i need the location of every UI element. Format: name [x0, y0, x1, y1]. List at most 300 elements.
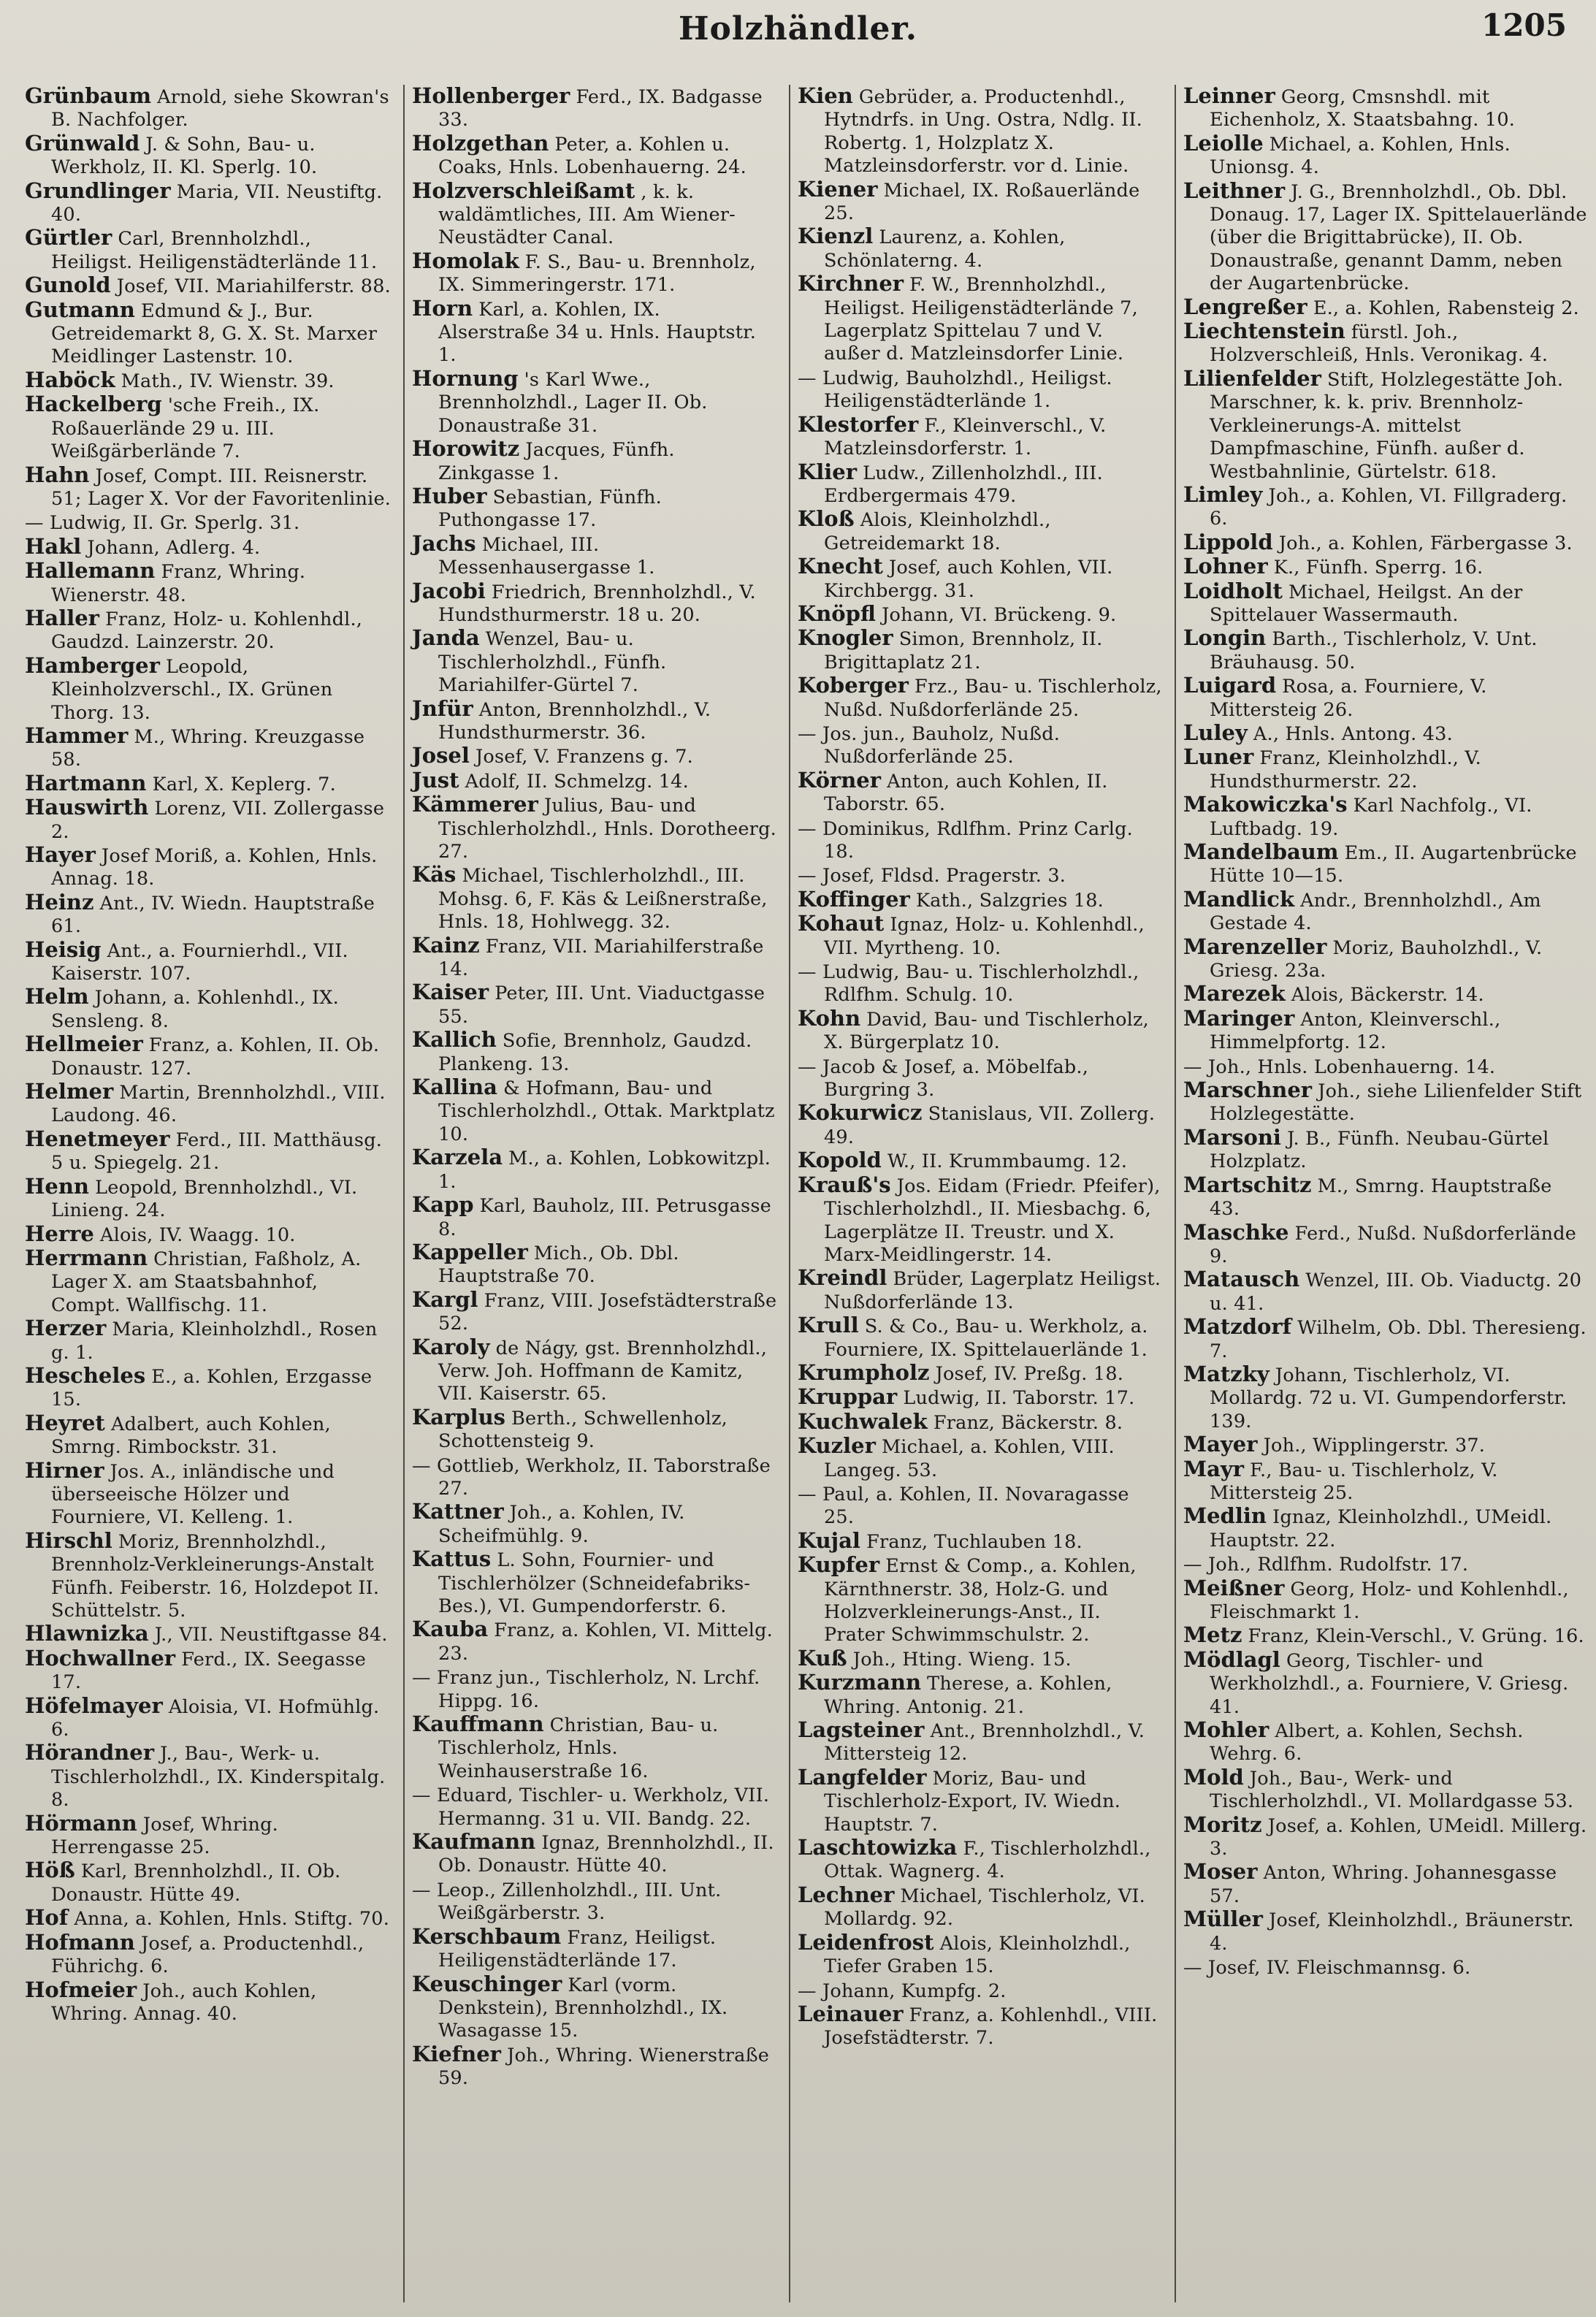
entry-text: Aloisia, VI. Hofmühlg. 6. [51, 1695, 380, 1741]
entry-text: Alois, IV. Waagg. 10. [99, 1224, 296, 1246]
entry-text: Moriz, Bauholzhdl., V. Griesg. 23a. [1210, 936, 1543, 982]
entry-text: Josef, Kleinholzhdl., Bräunerstr. 4. [1210, 1909, 1574, 1955]
directory-entry [1183, 1719, 1587, 1766]
entry-name: Meißner [1183, 1575, 1285, 1600]
entry-text: Alois, Kleinholzhdl., Tiefer Graben 15. [824, 1932, 1131, 1978]
entry-text: Michael, Tischlerholzhdl., III. Mohsg. 6, F. Käs & Leißnerstraße, Hnls. 18, Hohlwegg. 32. [438, 865, 768, 934]
directory-entry [798, 2003, 1163, 2050]
directory-entry [25, 891, 392, 939]
directory-entry [25, 1412, 392, 1459]
page-header [29, 0, 1567, 60]
entry-text: Wenzel, III. Ob. Viaductg. 20 u. 41. [1210, 1270, 1582, 1315]
entry-text: Barth., Tischlerholz, V. Unt. Bräuhausg. 50. [1210, 628, 1538, 673]
entry-name: Haböck [25, 367, 115, 392]
directory-entry [412, 769, 777, 793]
entry-text: J., Bau-, Werk- u. Tischlerholzhdl., IX. Kinderspitalg. 8. [51, 1743, 386, 1812]
entry-name: Körner [798, 767, 882, 793]
entry-text: Mich., Ob. Dbl. Hauptstraße 70. [438, 1242, 679, 1288]
entry-name: Hochwallner [25, 1645, 176, 1671]
entry-text: Ant., Brennholzhdl., V. Mittersteig 12. [824, 1720, 1145, 1766]
entry-text: Christian, Faßholz, A. Lager X. am Staatsbahnhof, Compt. Wallfischg. 11. [51, 1248, 362, 1316]
directory-entry [1183, 674, 1587, 722]
directory-entry [1183, 627, 1587, 674]
entry-name: Huber [412, 483, 487, 508]
entry-name: Maringer [1183, 1005, 1295, 1031]
directory-entry [798, 769, 1163, 817]
directory-entry [1183, 888, 1587, 936]
entry-name: Koffinger [798, 886, 910, 912]
entry-text: Moriz, Brennholzhdl., Brennholz-Verkleinerungs-Anstalt Fünfh. Feiberstr. 16, Holzdepot II. Schüttelstr. 5. [51, 1530, 380, 1622]
entry-text: Joh., auch Kohlen, Whring. Annag. 40. [51, 1980, 317, 2025]
entry-name: Kargl [412, 1286, 478, 1312]
directory-entry [412, 1028, 777, 1076]
directory-entry [798, 722, 1163, 769]
entry-name: Knöpfl [798, 600, 876, 626]
directory-entry [25, 1223, 392, 1247]
entry-name: Karoly [412, 1334, 490, 1359]
entry-text: — Ludwig, II. Gr. Sperlg. 31. [25, 512, 300, 535]
entry-text: David, Bau- und Tischlerholz, X. Bürgerplatz 10. [824, 1008, 1149, 1054]
entry-text: Johann, a. Kohlenhdl., IX. Sensleng. 8. [51, 987, 339, 1032]
entry-name: Kauffmann [412, 1711, 544, 1737]
directory-entry [25, 936, 392, 986]
entry-text: Ludw., Zillenholzhdl., III. Erdbergermais 479. [824, 462, 1103, 507]
entry-text: Karl, X. Keplerg. 7. [152, 773, 336, 795]
entry-name: Kappeller [412, 1239, 528, 1264]
directory-entry [412, 934, 777, 982]
directory-entry [412, 695, 777, 745]
entry-text: — Joh., Hnls. Lobenhauerng. 14. [1183, 1056, 1496, 1078]
entry-text: Leopold, Brennholzhdl., VI. Linieng. 24. [51, 1176, 358, 1222]
entry-text: Georg, Holz- und Kohlenhdl., Fleischmarkt 1. [1210, 1578, 1569, 1623]
entry-name: Horn [412, 295, 473, 321]
entry-name: Karzela [412, 1145, 503, 1170]
entry-name: Kattner [412, 1499, 504, 1524]
entry-text: — Ludwig, Bau- u. Tischlerholzhdl., Rdlfhm. Schulg. 10. [798, 961, 1139, 1007]
entry-text: & Hofmann, Bau- und Tischlerholzhdl., Ottak. Marktplatz 10. [438, 1077, 775, 1145]
entry-name: Mold [1183, 1764, 1244, 1790]
directory-entry [1183, 531, 1587, 555]
directory-entry [412, 485, 777, 533]
entry-name: Luigard [1183, 673, 1277, 698]
entry-text: 'sche Freih., IX. Roßauerlände 29 u. III. Weißgärberlände 7. [51, 394, 320, 463]
entry-name: Hescheles [25, 1362, 146, 1388]
directory-entry [25, 369, 392, 393]
directory-entry [798, 461, 1163, 508]
directory-entry [412, 530, 777, 580]
directory-entry [798, 366, 1163, 413]
entry-name: Herre [25, 1221, 94, 1246]
entry-text: Joh., a. Kohlen, VI. Fillgraderg. 6. [1210, 484, 1568, 530]
directory-entry [798, 817, 1163, 864]
entry-name: Luley [1183, 719, 1248, 745]
entry-text: A., Hnls. Antong. 43. [1253, 722, 1453, 745]
entry-text: Alois, Bäckerstr. 14. [1291, 984, 1484, 1007]
entry-text: , k. k. waldämtliches, III. Am Wiener-Neustädter Canal. [438, 180, 736, 249]
entry-text: F., Bau- u. Tischlerholz, V. Mittersteig 25. [1210, 1459, 1498, 1504]
entry-text: Ferd., Nußd. Nußdorferlände 9. [1210, 1222, 1577, 1267]
directory-entry [25, 772, 392, 796]
entry-text: S. & Co., Bau- u. Werkholz, a. Fourniere, IX. Spittelauerlände 1. [824, 1316, 1148, 1361]
entry-name: Herzer [25, 1316, 107, 1341]
column-4 [1175, 85, 1587, 2302]
entry-name: Kohn [798, 1005, 861, 1031]
entry-text: Lorenz, VII. Zollergasse 2. [51, 798, 385, 843]
entry-name: Henetmeyer [25, 1126, 170, 1151]
entry-name: Jachs [412, 530, 476, 556]
entry-name: Leinner [1183, 85, 1275, 108]
entry-name: Mandlick [1183, 886, 1295, 912]
entry-text: Stanislaus, VII. Zollerg. 49. [824, 1103, 1156, 1148]
entry-text: Josef, a. Productenhdl., Führichg. 6. [51, 1932, 364, 1978]
entry-name: Kopold [798, 1148, 882, 1173]
directory-entry [412, 1618, 777, 1665]
entry-text: Joh., siehe Lilienfelder Stift Holzlegestätte. [1210, 1080, 1582, 1126]
entry-text: Joh., Whring. Wienerstraße 59. [438, 2044, 770, 2090]
directory-entry [25, 1175, 392, 1223]
entry-text: Laurenz, a. Kohlen, Schönlaterng. 4. [824, 226, 1066, 272]
entry-name: Kauba [412, 1616, 489, 1642]
directory-entry [798, 863, 1163, 888]
directory-entry [412, 1076, 777, 1146]
entry-text: Michael, IX. Roßauerlände 25. [824, 179, 1140, 225]
directory-entry [1183, 320, 1587, 367]
directory-entry [798, 1719, 1163, 1766]
directory-entry [1183, 481, 1587, 531]
entry-text: — Jos. jun., Bauholz, Nußd. Nußdorferlände 25. [798, 722, 1061, 768]
entry-name: Heyret [25, 1410, 105, 1435]
entry-text: Johann, Adlerg. 4. [87, 536, 261, 559]
entry-text: Michael, III. Messenhausergasse 1. [438, 533, 655, 579]
directory-entry [25, 985, 392, 1033]
entry-text: Em., II. Augartenbrücke Hütte 10—15. [1210, 842, 1577, 888]
entry-name: Makowiczka's [1183, 792, 1348, 817]
entry-name: Kirchner [798, 271, 904, 297]
entry-name: Kokurwicz [798, 1100, 923, 1126]
directory-entry [412, 627, 777, 697]
entry-text: Joh., a. Kohlen, IV. Scheifmühlg. 9. [438, 1502, 685, 1547]
directory-entry [412, 297, 777, 367]
entry-name: Kiener [798, 176, 878, 202]
directory-entry [798, 1647, 1163, 1671]
entry-name: Mandelbaum [1183, 839, 1339, 864]
entry-name: Kuchwalek [798, 1408, 928, 1434]
entry-name: Hlawnizka [25, 1621, 149, 1646]
directory-entry [25, 393, 392, 463]
directory-entry [1183, 1624, 1587, 1648]
entry-text: Gebrüder, a. Productenhdl., Hytndrfs. in Ung. Ostra, Ndlg. II. Robertg. 1, Holzplatz X. Matzleinsdorferstr. vor d. Linie. [824, 86, 1142, 178]
entry-text: Peter, III. Unt. Viaductgasse 55. [438, 982, 765, 1028]
entry-name: Lohner [1183, 554, 1268, 579]
directory-entry [25, 1906, 392, 1931]
column-3 [789, 85, 1163, 2302]
entry-name: Kainz [412, 932, 480, 958]
entry-text: Franz, Heiligst. Heiligenstädterlände 17. [438, 1926, 717, 1972]
entry-name: Longin [1183, 625, 1267, 651]
directory-entry [798, 1408, 1163, 1435]
entry-name: Leithner [1183, 178, 1286, 203]
entry-name: Loidholt [1183, 578, 1283, 603]
entry-text: Frz., Bau- u. Tischlerholz, Nußd. Nußdorferlände 25. [824, 676, 1162, 721]
directory-entry [25, 1622, 392, 1646]
directory-entry [25, 1692, 392, 1742]
entry-name: Josel [412, 743, 470, 768]
entry-name: Mayer [1183, 1432, 1258, 1457]
entry-name: Hakl [25, 533, 82, 559]
entry-name: Kämmerer [412, 792, 538, 817]
directory-entry [798, 1359, 1163, 1386]
entry-text: Ferd., III. Matthäusg. 5 u. Spiegelg. 21. [51, 1129, 383, 1175]
entry-name: Kloß [798, 506, 855, 532]
entry-name: Heisig [25, 936, 102, 962]
entry-name: Müller [1183, 1906, 1263, 1932]
entry-text: Josef, V. Franzens g. 7. [475, 746, 693, 768]
entry-name: Kien [798, 85, 853, 108]
directory-entry [798, 888, 1163, 912]
entry-name: Höß [25, 1858, 75, 1883]
entry-text: Karl, Brennholzhdl., II. Ob. Donaustr. Hütte 49. [51, 1860, 341, 1906]
directory-entry [412, 981, 777, 1028]
directory-entry [412, 1406, 777, 1454]
entry-name: Kreindl [798, 1265, 887, 1291]
entry-name: Kuzler [798, 1433, 876, 1459]
directory-entry [412, 2043, 777, 2091]
entry-name: Lechner [798, 1882, 895, 1907]
entry-name: Klestorfer [798, 411, 919, 437]
directory-entry [798, 225, 1163, 272]
directory-entry [412, 1146, 777, 1194]
entry-text: Ludwig, II. Taborstr. 17. [903, 1387, 1135, 1410]
directory-entry [412, 1783, 777, 1831]
entry-text: W., II. Krummbaumg. 12. [887, 1150, 1128, 1173]
entry-name: Hofmeier [25, 1977, 137, 2002]
entry-text: Franz, VIII. Josefstädterstraße 52. [438, 1289, 777, 1335]
directory-entry [1183, 580, 1587, 627]
entry-text: Kath., Salzgries 18. [915, 889, 1104, 912]
entry-name: Heinz [25, 889, 94, 915]
entry-text: Albert, a. Kohlen, Sechsh. Wehrg. 6. [1210, 1720, 1524, 1766]
entry-name: Grünbaum [25, 85, 152, 108]
directory-entry [412, 85, 777, 132]
directory-entry [798, 508, 1163, 555]
entry-text: — Gottlieb, Werkholz, II. Taborstraße 27. [412, 1454, 771, 1500]
directory-entry [412, 793, 777, 863]
entry-text: Therese, a. Kohlen, Whring. Antonig. 21. [824, 1673, 1112, 1718]
entry-name: Matzky [1183, 1361, 1269, 1386]
entry-name: Hörandner [25, 1740, 154, 1766]
entry-text: — Eduard, Tischler- u. Werkholz, VII. Hermanng. 31 u. VII. Bandg. 22. [412, 1784, 770, 1830]
entry-text: — Dominikus, Rdlfhm. Prinz Carlg. 18. [798, 817, 1133, 863]
directory-entry [1183, 793, 1587, 841]
entry-name: Koberger [798, 673, 909, 698]
entry-name: Janda [412, 625, 480, 651]
directory-entry [412, 367, 777, 438]
directory-entry [1183, 1363, 1587, 1433]
directory-entry [25, 607, 392, 654]
entry-text: Friedrich, Brennholzhdl., V. Hundsthurmerstr. 18 u. 20. [438, 581, 756, 626]
directory-entry [25, 535, 392, 560]
entry-text: Martin, Brennholzhdl., VIII. Laudong. 46. [51, 1082, 386, 1127]
entry-text: Arnold, siehe Skowran's B. Nachfolger. [51, 86, 389, 131]
entry-name: Hirschl [25, 1527, 112, 1553]
directory-entry [798, 1482, 1163, 1530]
entry-name: Marschner [1183, 1077, 1313, 1103]
entry-name: Medlin [1183, 1503, 1267, 1529]
entry-text: — Joh., Rdlfhm. Rudolfstr. 17. [1183, 1554, 1469, 1576]
directory-entry [1183, 1007, 1587, 1055]
entry-text: Josef Moriß, a. Kohlen, Hnls. Annag. 18. [51, 845, 378, 890]
directory-entry [25, 180, 392, 227]
directory-entry [412, 1548, 777, 1618]
entry-text: Simon, Brennholz, II. Brigittaplatz 21. [824, 628, 1103, 673]
directory-entry [1183, 1174, 1587, 1221]
directory-entry [25, 844, 392, 891]
entry-text: Maria, VII. Neustiftg. 40. [51, 180, 383, 226]
directory-entry [1183, 1766, 1587, 1814]
directory-entry [412, 438, 777, 485]
entry-text: J. G., Brennholzhdl., Ob. Dbl. Donaug. 17, Lager IX. Spittelauerlände (über die Brigittabrücke), II. Ob. Donaustraße, genannt Damm, neben der Augartenbrücke. [1210, 180, 1587, 295]
directory-entry [1183, 719, 1587, 746]
directory-entry [1183, 1126, 1587, 1174]
entry-name: Klier [798, 459, 857, 484]
entry-name: Leiolle [1183, 130, 1264, 156]
entry-text: 's Karl Wwe., Brennholzhdl., Lager II. Ob. Donaustraße 31. [438, 368, 708, 437]
directory-entry [1183, 1577, 1587, 1625]
directory-entry [798, 1007, 1163, 1055]
entry-name: Kattus [412, 1546, 492, 1572]
entry-name: Martschitz [1183, 1172, 1312, 1197]
directory-entry [798, 1435, 1163, 1482]
entry-name: Hamberger [25, 652, 160, 678]
entry-name: Knecht [798, 554, 883, 579]
directory-entry [1183, 1055, 1587, 1079]
directory-entry [412, 1241, 777, 1289]
entry-text: Ernst & Comp., a. Kohlen, Kärnthnerstr. 38, Holz-G. und Holzverkleinerungs-Anst., II. Prater Schwimmschulstr. 2. [824, 1555, 1137, 1646]
entry-text: Sebastian, Fünfh. Puthongasse 17. [438, 486, 662, 532]
directory-entry [1183, 1221, 1587, 1269]
entry-text: E., a. Kohlen, Erzgasse 15. [51, 1365, 373, 1411]
entry-text: Berth., Schwellenholz, Schottensteig 9. [438, 1407, 728, 1453]
entry-name: Kapp [412, 1192, 474, 1218]
entry-text: Josef, Whring. Herrengasse 25. [51, 1813, 278, 1859]
entry-name: Leinauer [798, 2001, 904, 2026]
entry-text: Moriz, Bau- und Tischlerholz-Export, IV. Wiedn. Hauptstr. 7. [824, 1767, 1120, 1836]
directory-entry [798, 1386, 1163, 1410]
entry-name: Höfelmayer [25, 1692, 163, 1718]
entry-text: Karl (vorm. Denkstein), Brennholzhdl., IX. Wasagasse 15. [438, 1974, 728, 2042]
directory-entry [1183, 1552, 1587, 1576]
directory-entry [798, 1884, 1163, 1931]
entry-name: Henn [25, 1173, 90, 1199]
directory-entry [412, 1973, 777, 2043]
directory-entry [412, 132, 777, 180]
directory-entry [412, 1831, 777, 1878]
entry-text: J. B., Fünfh. Neubau-Gürtel Holzplatz. [1210, 1127, 1549, 1173]
directory-entry [25, 1859, 392, 1906]
directory-entry [412, 1665, 777, 1713]
entry-text: — Johann, Kumpfg. 2. [798, 1980, 1007, 2002]
entry-text: de Nágy, gst. Brennholzhdl., Verw. Joh. Hoffmann de Kamitz, VII. Kaiserstr. 65. [438, 1337, 767, 1405]
entry-name: Karplus [412, 1404, 505, 1429]
directory-entry [798, 1979, 1163, 2003]
directory-entry [1183, 1433, 1587, 1457]
entry-name: Helm [25, 984, 89, 1009]
directory-entry [25, 1527, 392, 1623]
entry-text: Georg, Tischler- und Werkholzhdl., a. Fourniere, V. Griesg. 41. [1210, 1649, 1569, 1718]
entry-text: Franz, Bäckerstr. 8. [933, 1411, 1123, 1434]
directory-entry [25, 1033, 392, 1080]
entry-name: Mödlagl [1183, 1646, 1280, 1672]
directory-entry [798, 178, 1163, 226]
entry-text: Michael, Heilgst. An der Spittelauer Wassermauth. [1210, 581, 1523, 626]
entry-name: Jnfür [412, 695, 473, 721]
entry-name: Krumpholz [798, 1359, 930, 1385]
entry-text: J. & Sohn, Bau- u. Werkholz, II. Kl. Sperlg. 10. [51, 133, 318, 179]
entry-name: Jacobi [412, 578, 486, 603]
entry-name: Luner [1183, 744, 1254, 770]
entry-name: Kienzl [798, 224, 874, 249]
entry-text: Leopold, Kleinholzverschl., IX. Grünen Thorg. 13. [51, 655, 333, 724]
entry-text: — Ludwig, Bauholzhdl., Heiligst. Heiligenstädterlände 1. [798, 367, 1112, 413]
entry-name: Kallina [412, 1074, 497, 1100]
entry-text: Joh., a. Kohlen, Färbergasse 3. [1278, 532, 1573, 554]
entry-text: Anton, auch Kohlen, II. Taborstr. 65. [824, 770, 1108, 816]
directory-entry [798, 1554, 1163, 1647]
entry-text: Josef, Compt. III. Reisnerstr. 51; Lager X. Vor der Favoritenlinie. [51, 465, 392, 510]
entry-name: Lengreßer [1183, 294, 1307, 319]
entry-text: Ferd., IX. Badgasse 33. [438, 86, 763, 131]
entry-text: K., Fünfh. Sperrg. 16. [1273, 557, 1484, 579]
entry-text: Michael, a. Kohlen, Hnls. Unionsg. 4. [1210, 133, 1511, 179]
entry-name: Gürtler [25, 225, 112, 251]
directory-entry [25, 560, 392, 607]
directory-entry [1183, 296, 1587, 320]
directory-entry [1183, 841, 1587, 888]
entry-name: Hollenberger [412, 85, 570, 108]
entry-text: E., a. Kohlen, Rabensteig 2. [1313, 297, 1579, 319]
entry-name: Homolak [412, 248, 519, 273]
entry-text: Alois, Kleinholzhdl., Getreidemarkt 18. [824, 509, 1051, 554]
entry-name: Marezek [1183, 981, 1286, 1007]
entry-text: Franz, Holz- u. Kohlenhdl., Gaudzd. Lainzerstr. 20. [51, 608, 363, 654]
directory-entry [1183, 1908, 1587, 1955]
entry-text: — Josef, Fldsd. Pragerstr. 3. [798, 865, 1066, 888]
entry-text: Joh., Wipplingerstr. 37. [1263, 1435, 1486, 1457]
entry-name: Lagsteiner [798, 1717, 925, 1743]
directory-entry [25, 464, 392, 511]
entry-name: Lippold [1183, 529, 1273, 554]
entry-text: Ignaz, Brennholzhdl., II. Ob. Donaustr. Hütte 40. [438, 1832, 774, 1877]
directory-entry [412, 250, 777, 297]
entry-text: Brüder, Lagerplatz Heiligst. Nußdorferlände 13. [824, 1268, 1161, 1313]
entry-name: Käs [412, 862, 457, 888]
directory-entry [798, 555, 1163, 603]
entry-text: Josef, auch Kohlen, VII. Kirchbergg. 31. [824, 557, 1113, 602]
directory-entry [412, 1194, 777, 1241]
entry-text: Maria, Kleinholzhdl., Rosen g. 1. [51, 1318, 378, 1364]
entry-name: Kaufmann [412, 1829, 536, 1855]
entry-text: Anton, Whring. Johannesgasse 57. [1210, 1862, 1557, 1907]
directory-entry [1183, 746, 1587, 793]
entry-text: — Jacob & Josef, a. Möbelfab., Burgring 3. [798, 1056, 1089, 1102]
directory-entry [25, 1080, 392, 1128]
entry-text: Jos. A., inländische und überseeische Hölzer und Fourniere, VI. Kelleng. 1. [51, 1460, 335, 1529]
entry-name: Kupfer [798, 1552, 880, 1578]
directory-entry [798, 1314, 1163, 1362]
entry-text: Josef, a. Kohlen, UMeidl. Millerg. 3. [1210, 1814, 1587, 1860]
entry-text: Peter, a. Kohlen u. Coaks, Hnls. Lobenhauerng. 24. [438, 133, 747, 179]
directory-entry [1183, 85, 1587, 132]
